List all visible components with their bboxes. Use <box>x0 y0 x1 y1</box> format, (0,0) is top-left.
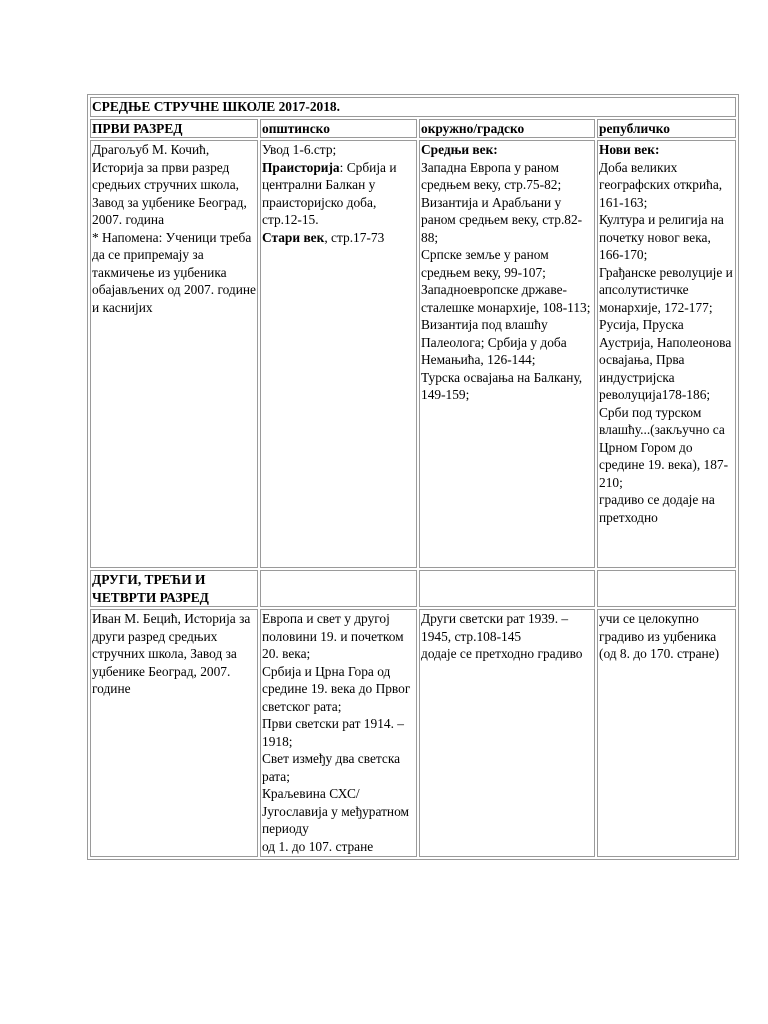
list-item: Русија, Пруска Аустрија, Наполеонова освајања, Прва индустријска револуција178-186; <box>599 317 732 402</box>
municipal-content-cell <box>260 140 417 568</box>
list-item: градиво се додаје на претходно <box>599 492 715 525</box>
empty-cell <box>260 570 417 607</box>
list-item: Доба великих географских открића, 161-163; <box>599 159 723 210</box>
curriculum-table <box>87 94 739 860</box>
list-item: Српске земље у раном средњем веку, 99-107; <box>421 247 549 280</box>
republic-content-cell <box>597 140 736 568</box>
list-item: Турска освајања на Балкану, 149-159; <box>421 369 583 402</box>
list-item: Западноевропске државе-сталешке монархије, 108-113; <box>421 282 591 315</box>
middle-ages-heading: Средњи век: <box>421 142 498 157</box>
title-row <box>90 97 736 117</box>
list-item: Грађанске револуције и апсолутистичке монархије, 172-177; <box>599 264 733 315</box>
district-content-cell <box>419 609 595 857</box>
district-content-cell <box>419 140 595 568</box>
prehistory-label: Праисторија <box>262 159 340 175</box>
list-item: Западна Европа у раном средњем веку, стр.75-82; <box>421 159 562 192</box>
header-district: окружно/градско <box>419 119 595 139</box>
republic-content-cell: учи се целокупно градиво из уџбеника (од 8. до 170. стране) <box>597 609 736 857</box>
textbook-reference: Драгољуб М. Кочић, Историја за први разред средњих стручних школа, Завод за уџбенике Београд, 2007. година <box>92 142 247 227</box>
ancient-item <box>262 229 415 247</box>
list-item: Србија и Црна Гора од средине 19. века до Првог светског рата; <box>262 663 411 714</box>
section-header-row <box>90 570 736 607</box>
ancient-label: Стари век <box>262 229 325 245</box>
intro-item: Увод 1-6.стр; <box>262 142 337 157</box>
second-grade-textbook-cell: Иван М. Бецић, Историја за други разред средњих стручних школа, Завод за уџбенике Београд, 2007. године <box>90 609 258 857</box>
empty-cell <box>597 570 736 607</box>
modern-age-heading: Нови век: <box>599 142 660 157</box>
header-first-grade: ПРВИ РАЗРЕД <box>90 119 258 139</box>
table-row <box>90 609 736 857</box>
header-row <box>90 119 736 139</box>
table-title: СРЕДЊЕ СТРУЧНЕ ШКОЛЕ 2017-2018. <box>90 97 736 117</box>
list-item: Свет између два светска рата; <box>262 751 401 784</box>
list-item: Први светски рат 1914. – 1918; <box>262 716 404 749</box>
table-row <box>90 140 736 568</box>
list-item: Византија под влашћу Палеолога; Србија у доба Немањића, 126-144; <box>421 317 567 367</box>
list-item: Европа и свет у другој половини 19. и почетком 20. века; <box>262 611 404 661</box>
prehistory-item <box>262 159 415 229</box>
ancient-text: , стр.17-73 <box>324 229 385 245</box>
header-municipal: општинско <box>260 119 417 139</box>
header-other-grades: ДРУГИ, ТРЕЋИ И ЧЕТВРТИ РАЗРЕД <box>90 570 258 607</box>
empty-cell <box>419 570 595 607</box>
first-grade-textbook-cell <box>90 140 258 568</box>
header-republic: републичко <box>597 119 736 139</box>
municipal-content-cell <box>260 609 417 857</box>
list-item: додаје се претходно градиво <box>421 646 583 661</box>
list-item: Срби под турском влашћу...(закључно са Црном Гором до средине 19. века), 187-210; <box>599 404 729 490</box>
list-item: Краљевина СХС/Југославија у међуратном периоду <box>262 786 410 836</box>
list-item: Византија и Арабљани у раном средњем веку, стр.82-88; <box>421 194 583 245</box>
list-item: од 1. до 107. стране <box>262 838 374 854</box>
prehistory-text: : Србија и централни Балкан у праисторијско доба, стр.12-15. <box>262 159 397 227</box>
list-item: Други светски рат 1939. – 1945, стр.108-145 <box>421 611 569 644</box>
list-item: Култура и религија на почетку новог века, 166-170; <box>599 212 724 262</box>
note-text: * Напомена: Ученици треба да се припремају за такмичење из уџбеника обајављених од 2007. године и каснијих <box>92 229 256 315</box>
